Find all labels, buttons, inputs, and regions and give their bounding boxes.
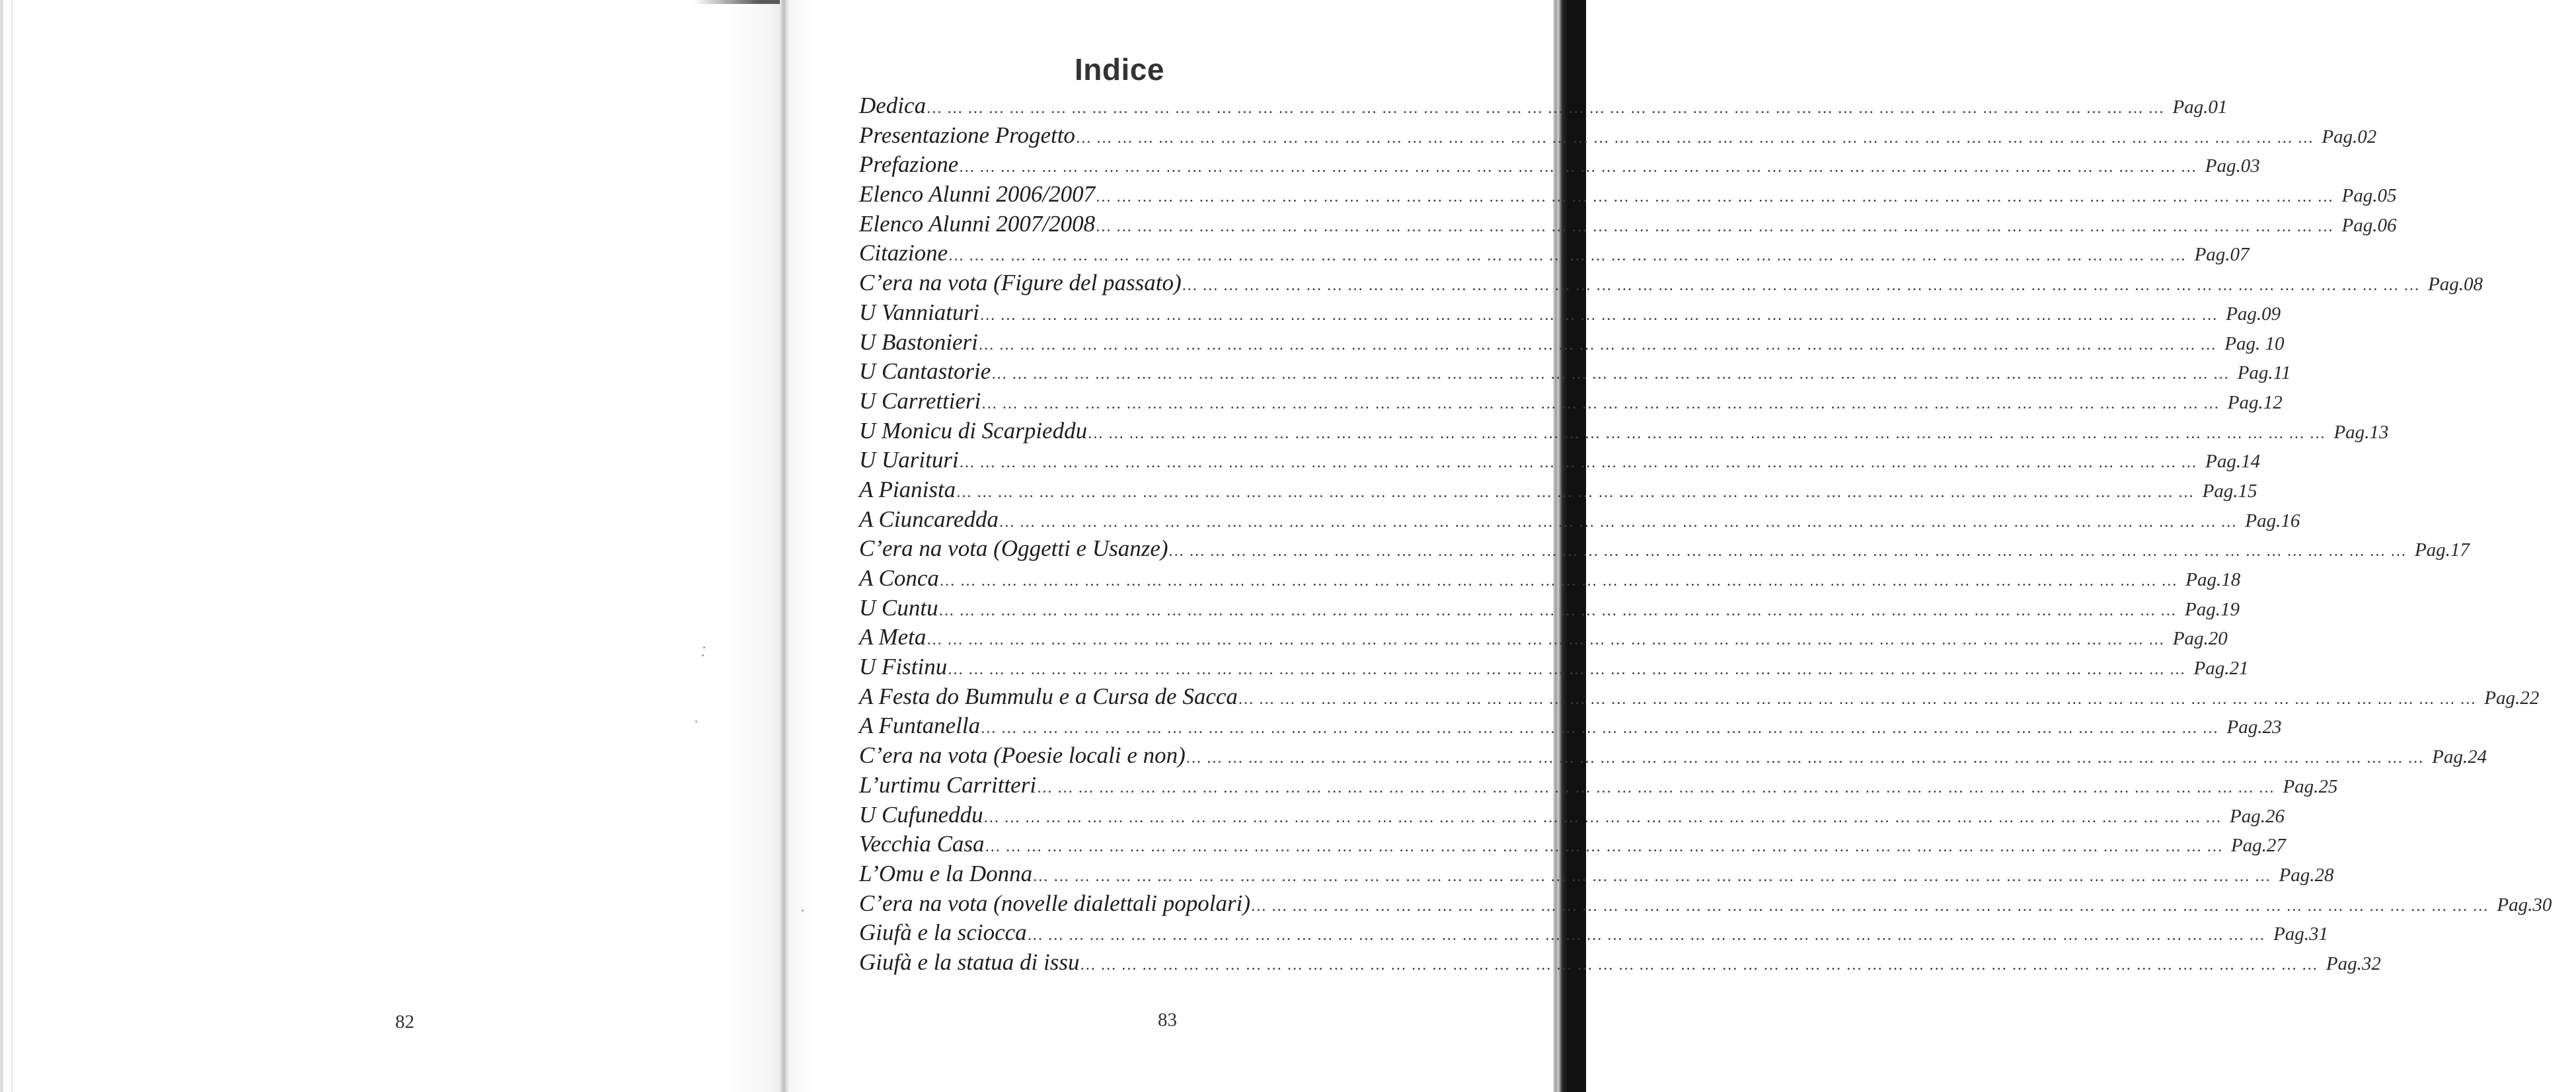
toc-entry-title: A Funtanella (859, 713, 981, 739)
book-gutter (780, 0, 789, 1092)
toc-dot-leader: … … … … … … … … … … … … … … … … … … … … … … … … … … … … … … … … … … … … … … … … … … … … … … … … … … … … … … … … … … … … (980, 306, 2218, 324)
toc-entry-title: U Bastonieri (859, 329, 978, 355)
toc-entry-title: U Monicu di Scarpieddu (859, 417, 1088, 444)
toc-entry (859, 446, 2261, 475)
paper-speck (802, 910, 804, 912)
toc-entry-title: Giufà e la sciocca (859, 919, 1027, 946)
toc-entry (859, 328, 2285, 358)
toc-entry-page: Pag.05 (2341, 185, 2397, 207)
toc-dot-leader: … … … … … … … … … … … … … … … … … … … … … … … … … … … … … … … … … … … … … … … … … … … … … … … … … … … … … … … … … … … … (939, 602, 2177, 619)
toc-dot-leader: … … … … … … … … … … … … … … … … … … … … … … … … … … … … … … … … … … … … … … … … … … … … … … … … … … … … … … … … … … … … (999, 513, 2238, 531)
toc-entry (859, 387, 2283, 416)
toc-entry-page: Pag.12 (2227, 391, 2283, 413)
toc-entry-title: Presentazione Progetto (859, 122, 1075, 148)
toc-entry-page: Pag.27 (2230, 835, 2286, 857)
toc-entry-title: A Pianista (859, 476, 956, 502)
toc-entry-page: Pag.06 (2341, 214, 2397, 236)
toc-entry-page: Pag.28 (2279, 864, 2334, 886)
toc-entry-page: Pag.20 (2172, 628, 2228, 650)
paper-speck (703, 646, 705, 648)
toc-entry (859, 682, 2540, 712)
toc-entry-title: L’Omu e la Donna (859, 860, 1033, 886)
toc-entry-page: Pag.17 (2414, 539, 2470, 561)
table-of-contents (859, 91, 2552, 978)
toc-entry-title: A Festa do Bummulu e a Cursa de Sacca (859, 683, 1238, 709)
toc-entry (859, 180, 2397, 210)
toc-dot-leader: … … … … … … … … … … … … … … … … … … … … … … … … … … … … … … … … … … … … … … … … … … … … … … … … … … … … … … … … … … … … (957, 483, 2195, 501)
toc-dot-leader: … … … … … … … … … … … … … … … … … … … … … … … … … … … … … … … … … … … … … … … … … … … … … … … … … … … … … … … … … … … … (985, 838, 2223, 856)
toc-entry (859, 859, 2334, 889)
toc-entry-title: Dedica (859, 93, 927, 118)
toc-entry-title: Elenco Alunni 2007/2008 (859, 210, 1096, 237)
toc-entry-title: U Uarituri (859, 447, 959, 473)
toc-entry-title: A Meta (859, 624, 927, 650)
toc-entry-page: Pag.24 (2432, 746, 2487, 768)
toc-entry-title: U Carrettieri (859, 387, 981, 414)
toc-entry-title: Prefazione (859, 151, 959, 178)
toc-dot-leader: … … … … … … … … … … … … … … … … … … … … … … … … … … … … … … … … … … … … … … … … … … … … … … … … … … … … … … … … … … … … (982, 395, 2220, 412)
toc-dot-leader: … … … … … … … … … … … … … … … … … … … … … … … … … … … … … … … … … … … … … … … … … … … … … … … … … … … … … … … … … … … … (1028, 927, 2266, 945)
toc-entry-page: Pag.11 (2237, 362, 2291, 384)
toc-dot-leader: … … … … … … … … … … … … … … … … … … … … … … … … … … … … … … … … … … … … … … … … … … … … … … … … … … … … … … … … … … … … (948, 661, 2186, 679)
toc-dot-leader: … … … … … … … … … … … … … … … … … … … … … … … … … … … … … … … … … … … … … … … … … … … … … … … … … … … … … … … … … … … … (927, 100, 2165, 117)
toc-entry (859, 121, 2377, 151)
toc-entry-page: Pag.16 (2245, 510, 2300, 531)
toc-entry-title: C’era na vota (Figure del passato) (859, 270, 1182, 296)
toc-entry-page: Pag.31 (2273, 923, 2329, 945)
toc-entry-page: Pag.07 (2194, 244, 2250, 266)
left-page (0, 0, 784, 1092)
toc-entry (859, 268, 2483, 298)
toc-entry-title: Citazione (859, 240, 948, 266)
toc-dot-leader: … … … … … … … … … … … … … … … … … … … … … … … … … … … … … … … … … … … … … … … … … … … … … … … … … … … … … … … … … … … … (927, 631, 2165, 649)
toc-entry (859, 771, 2338, 800)
toc-entry (859, 741, 2487, 771)
toc-entry-title: U Cuntu (859, 594, 938, 621)
toc-dot-leader: … … … … … … … … … … … … … … … … … … … … … … … … … … … … … … … … … … … … … … … … … … … … … … … … … … … … … … … … … … … … (984, 808, 2222, 826)
toc-entry-title: A Conca (859, 565, 939, 591)
toc-entry-page: Pag.21 (2193, 658, 2249, 680)
toc-entry-page: Pag.18 (2185, 569, 2241, 590)
toc-entry-page: Pag.14 (2205, 451, 2261, 473)
toc-entry (859, 239, 2250, 268)
toc-entry (859, 594, 2240, 623)
toc-entry (859, 475, 2257, 505)
toc-entry-title: A Ciuncaredda (859, 506, 999, 532)
toc-entry-title: C’era na vota (novelle dialettali popolari) (859, 890, 1250, 916)
toc-entry-page: Pag.02 (2322, 126, 2377, 147)
toc-entry (859, 357, 2291, 387)
page-number-left: 82 (395, 1011, 414, 1033)
toc-entry-page: Pag.30 (2497, 894, 2552, 916)
toc-entry-title: L’urtimu Carritteri (859, 771, 1037, 798)
toc-dot-leader: … … … … … … … … … … … … … … … … … … … … … … … … … … … … … … … … … … … … … … … … … … … … … … … … … … … … … … … … … … … … (1182, 277, 2421, 295)
toc-entry (859, 889, 2552, 919)
toc-entry (859, 948, 2381, 978)
toc-dot-leader: … … … … … … … … … … … … … … … … … … … … … … … … … … … … … … … … … … … … … … … … … … … … … … … … … … … … … … … … … … … … (1251, 897, 2489, 915)
toc-entry-title: U Vanniaturi (859, 299, 979, 325)
toc-entry (859, 298, 2281, 328)
toc-entry-page: Pag.01 (2172, 97, 2228, 118)
toc-dot-leader: … … … … … … … … … … … … … … … … … … … … … … … … … … … … … … … … … … … … … … … … … … … … … … … … … … … … … … … … … … … … (981, 720, 2219, 738)
toc-dot-leader: … … … … … … … … … … … … … … … … … … … … … … … … … … … … … … … … … … … … … … … … … … … … … … … … … … … … … … … … … … … … (1238, 690, 2477, 708)
toc-entry-title: U Cufuneddu (859, 801, 983, 828)
toc-dot-leader: … … … … … … … … … … … … … … … … … … … … … … … … … … … … … … … … … … … … … … … … … … … … … … … … … … … … … … … … … … … … (1186, 750, 2425, 767)
toc-entry-page: Pag.13 (2333, 421, 2389, 443)
page-number-right: 83 (1158, 1009, 1177, 1031)
index-title: Indice (1075, 52, 1164, 87)
toc-dot-leader: … … … … … … … … … … … … … … … … … … … … … … … … … … … … … … … … … … … … … … … … … … … … … … … … … … … … … … … … … … … … (979, 336, 2217, 354)
paper-speck (702, 654, 704, 656)
page-edge-line (11, 0, 13, 1092)
toc-dot-leader: … … … … … … … … … … … … … … … … … … … … … … … … … … … … … … … … … … … … … … … … … … … … … … … … … … … … … … … … … … … … (1169, 543, 2407, 561)
toc-dot-leader: … … … … … … … … … … … … … … … … … … … … … … … … … … … … … … … … … … … … … … … … … … … … … … … … … … … … … … … … … … … … (960, 454, 2198, 472)
toc-dot-leader: … … … … … … … … … … … … … … … … … … … … … … … … … … … … … … … … … … … … … … … … … … … … … … … … … … … … … … … … … … … … (1080, 956, 2318, 974)
toc-entry-page: Pag.03 (2205, 155, 2260, 177)
toc-dot-leader: … … … … … … … … … … … … … … … … … … … … … … … … … … … … … … … … … … … … … … … … … … … … … … … … … … … … … … … … … … … … (1034, 867, 2271, 885)
toc-dot-leader: … … … … … … … … … … … … … … … … … … … … … … … … … … … … … … … … … … … … … … … … … … … … … … … … … … … … … … … … … … … … (1096, 217, 2334, 235)
toc-entry-page: Pag.26 (2230, 805, 2285, 827)
paper-speck (695, 721, 697, 722)
toc-entry-page: Pag.25 (2283, 775, 2338, 797)
toc-dot-leader: … … … … … … … … … … … … … … … … … … … … … … … … … … … … … … … … … … … … … … … … … … … … … … … … … … … … … … … … … … … … (940, 572, 2178, 590)
toc-entry (859, 800, 2285, 830)
toc-entry-title: C’era na vota (Poesie locali e non) (859, 742, 1186, 769)
toc-entry (859, 91, 2228, 121)
toc-entry (859, 830, 2286, 859)
toc-dot-leader: … … … … … … … … … … … … … … … … … … … … … … … … … … … … … … … … … … … … … … … … … … … … … … … … … … … … … … … … … … … … (1096, 188, 2334, 206)
toc-entry (859, 210, 2397, 239)
toc-dot-leader: … … … … … … … … … … … … … … … … … … … … … … … … … … … … … … … … … … … … … … … … … … … … … … … … … … … … … … … … … … … … (960, 159, 2197, 176)
toc-entry (859, 505, 2300, 535)
toc-entry-page: Pag.15 (2202, 480, 2257, 502)
toc-entry-page: Pag. 10 (2224, 332, 2285, 354)
toc-entry (859, 416, 2389, 446)
toc-entry (859, 652, 2249, 682)
toc-entry (859, 534, 2470, 564)
toc-entry-title: U Cantastorie (859, 358, 991, 385)
toc-entry-page: Pag.09 (2226, 303, 2281, 325)
toc-entry-title: U Fistinu (859, 654, 948, 680)
toc-entry-page: Pag.23 (2226, 717, 2282, 738)
toc-dot-leader: … … … … … … … … … … … … … … … … … … … … … … … … … … … … … … … … … … … … … … … … … … … … … … … … … … … … … … … … … … … … (1088, 424, 2326, 442)
toc-entry-title: Giufà e la statua di issu (859, 949, 1080, 975)
toc-entry (859, 150, 2260, 180)
toc-dot-leader: … … … … … … … … … … … … … … … … … … … … … … … … … … … … … … … … … … … … … … … … … … … … … … … … … … … … … … … … … … … … (1076, 129, 2314, 147)
toc-entry (859, 564, 2241, 594)
toc-dot-leader: … … … … … … … … … … … … … … … … … … … … … … … … … … … … … … … … … … … … … … … … … … … … … … … … … … … … … … … … … … … … (949, 247, 2187, 265)
toc-dot-leader: … … … … … … … … … … … … … … … … … … … … … … … … … … … … … … … … … … … … … … … … … … … … … … … … … … … … … … … … … … … … (992, 366, 2230, 383)
toc-entry-title: Elenco Alunni 2006/2007 (859, 181, 1096, 208)
toc-entry-page: Pag.08 (2428, 274, 2483, 295)
toc-dot-leader: … … … … … … … … … … … … … … … … … … … … … … … … … … … … … … … … … … … … … … … … … … … … … … … … … … … … … … … … … … … … (1038, 779, 2275, 797)
toc-entry-page: Pag.19 (2185, 598, 2240, 620)
toc-entry-title: C’era na vota (Oggetti e Usanze) (859, 535, 1168, 562)
toc-entry (859, 623, 2228, 652)
toc-entry (859, 918, 2329, 948)
toc-entry-page: Pag.22 (2484, 687, 2540, 709)
toc-entry-page: Pag.32 (2326, 953, 2381, 974)
toc-entry-title: Vecchia Casa (859, 831, 985, 857)
toc-entry (859, 711, 2282, 741)
